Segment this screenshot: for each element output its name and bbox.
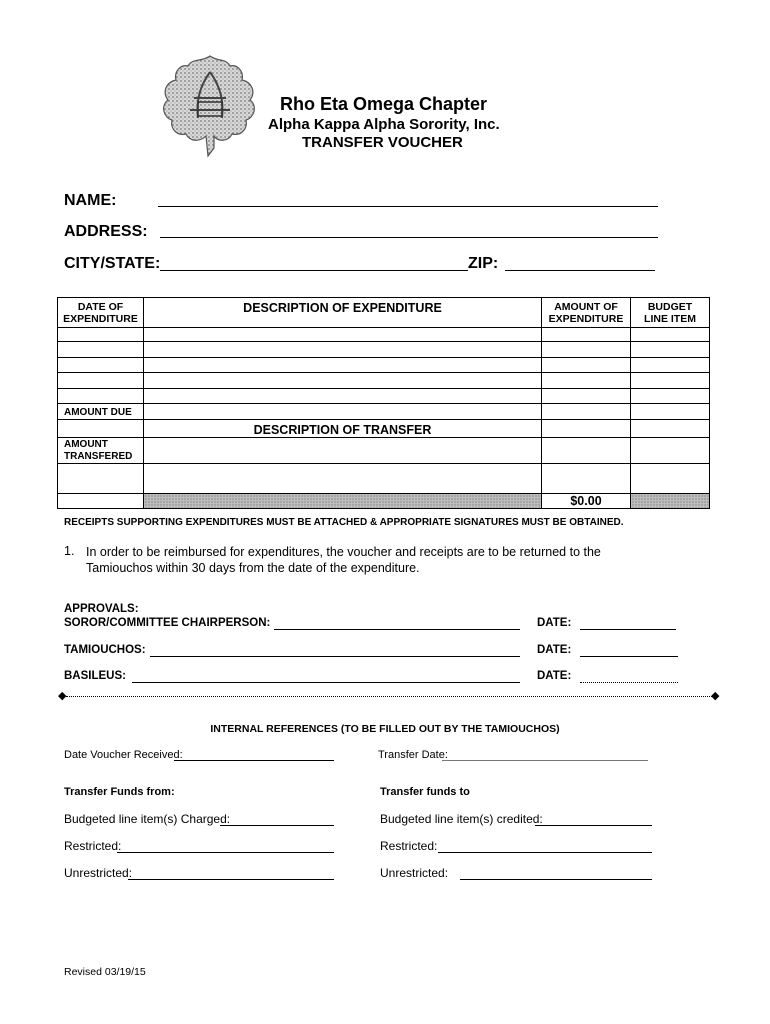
- budget-credited-field[interactable]: [535, 825, 652, 826]
- table-header-row: [58, 298, 710, 328]
- chapter-title: Rho Eta Omega Chapter: [280, 94, 488, 114]
- table-row[interactable]: [58, 328, 710, 342]
- date-received-label: Date Voucher Received:: [64, 749, 183, 761]
- name-field[interactable]: [158, 206, 658, 207]
- col-budget-header: BUDGET LINE ITEM: [644, 301, 696, 325]
- total-amount: $0.00: [570, 494, 602, 508]
- table-row[interactable]: [58, 342, 710, 358]
- restricted-to-field[interactable]: [438, 852, 652, 853]
- amount-transfered-row[interactable]: [58, 438, 710, 464]
- chair-date-field[interactable]: [580, 629, 676, 630]
- col-amount-header: AMOUNT OF EXPENDITURE: [548, 301, 624, 325]
- chair-label: SOROR/COMMITTEE CHAIRPERSON:: [64, 617, 271, 629]
- zip-field[interactable]: [505, 270, 655, 271]
- approvals-heading: APPROVALS:: [64, 603, 139, 615]
- amount-transfered-label: AMOUNT TRANSFERED: [64, 439, 133, 462]
- col-date-header: DATE OF EXPENDITURE: [63, 301, 138, 325]
- revised-date: Revised 03/19/15: [64, 966, 146, 978]
- city-state-label: CITY/STATE:: [64, 255, 161, 272]
- restricted-from-label: Restricted:: [64, 839, 122, 853]
- tamiouchos-label: TAMIOUCHOS:: [64, 644, 146, 656]
- diamond-icon: ◆: [58, 690, 67, 702]
- restricted-from-field[interactable]: [117, 852, 334, 853]
- tamiouchos-signature-field[interactable]: [150, 656, 520, 657]
- amount-due-row: [58, 404, 710, 420]
- unrestricted-from-label: Unrestricted:: [64, 866, 133, 880]
- shaded-cell: [631, 494, 710, 509]
- name-label: NAME:: [64, 192, 117, 209]
- transfer-date-label: Transfer Date:: [378, 749, 448, 761]
- receipts-notice: RECEIPTS SUPPORTING EXPENDITURES MUST BE ATTACHED & APPROPRIATE SIGNATURES MUST BE OBTAINED.: [64, 517, 624, 528]
- table-row[interactable]: [58, 389, 710, 404]
- chair-signature-field[interactable]: [274, 629, 520, 630]
- funds-to-label: Transfer funds to: [380, 786, 470, 798]
- basileus-signature-field[interactable]: [132, 682, 520, 683]
- diamond-icon: ◆: [711, 690, 720, 702]
- divider-line: [66, 696, 714, 697]
- transfer-date-field[interactable]: [442, 760, 648, 761]
- tamiouchos-date-field[interactable]: [580, 656, 678, 657]
- basileus-date-field[interactable]: [580, 682, 678, 683]
- chair-date-label: DATE:: [537, 617, 572, 629]
- budget-charged-label: Budgeted line item(s) Charged:: [64, 812, 231, 826]
- internal-heading: INTERNAL REFERENCES (TO BE FILLED OUT BY THE TAMIOUCHOS): [210, 723, 560, 735]
- instruction-number: 1.: [64, 544, 75, 558]
- unrestricted-to-label: Unrestricted:: [380, 866, 449, 880]
- restricted-to-label: Restricted:: [380, 839, 438, 853]
- unrestricted-to-field[interactable]: [460, 879, 652, 880]
- budget-charged-field[interactable]: [220, 825, 334, 826]
- shaded-cell: [144, 494, 542, 509]
- doc-title: TRANSFER VOUCHER: [302, 134, 463, 151]
- instruction-text: In order to be reimbursed for expenditures, the voucher and receipts are to be returned to the Tamiouchos within 30 days from the date of the expenditure.: [86, 545, 601, 575]
- table-row[interactable]: [58, 464, 710, 494]
- zip-label: ZIP:: [468, 255, 499, 272]
- address-field[interactable]: [160, 237, 658, 238]
- desc-transfer-row: [58, 420, 710, 438]
- budget-credited-label: Budgeted line item(s) credited:: [380, 812, 543, 826]
- address-label: ADDRESS:: [64, 223, 148, 240]
- funds-from-label: Transfer Funds from:: [64, 786, 175, 798]
- date-received-field[interactable]: [174, 760, 334, 761]
- col-desc-header: DESCRIPTION OF EXPENDITURE: [243, 301, 442, 315]
- city-state-field[interactable]: [160, 270, 468, 271]
- desc-transfer-header: DESCRIPTION OF TRANSFER: [253, 423, 432, 437]
- basileus-label: BASILEUS:: [64, 670, 126, 682]
- expenditure-table: [57, 297, 710, 509]
- org-name: Alpha Kappa Alpha Sorority, Inc.: [268, 116, 500, 133]
- total-row: [58, 494, 710, 509]
- tamiouchos-date-label: DATE:: [537, 644, 572, 656]
- unrestricted-from-field[interactable]: [128, 879, 334, 880]
- ivy-leaf-logo: [160, 52, 260, 160]
- table-row[interactable]: [58, 358, 710, 373]
- amount-due-label: AMOUNT DUE: [64, 407, 132, 418]
- basileus-date-label: DATE:: [537, 670, 572, 682]
- table-row[interactable]: [58, 373, 710, 389]
